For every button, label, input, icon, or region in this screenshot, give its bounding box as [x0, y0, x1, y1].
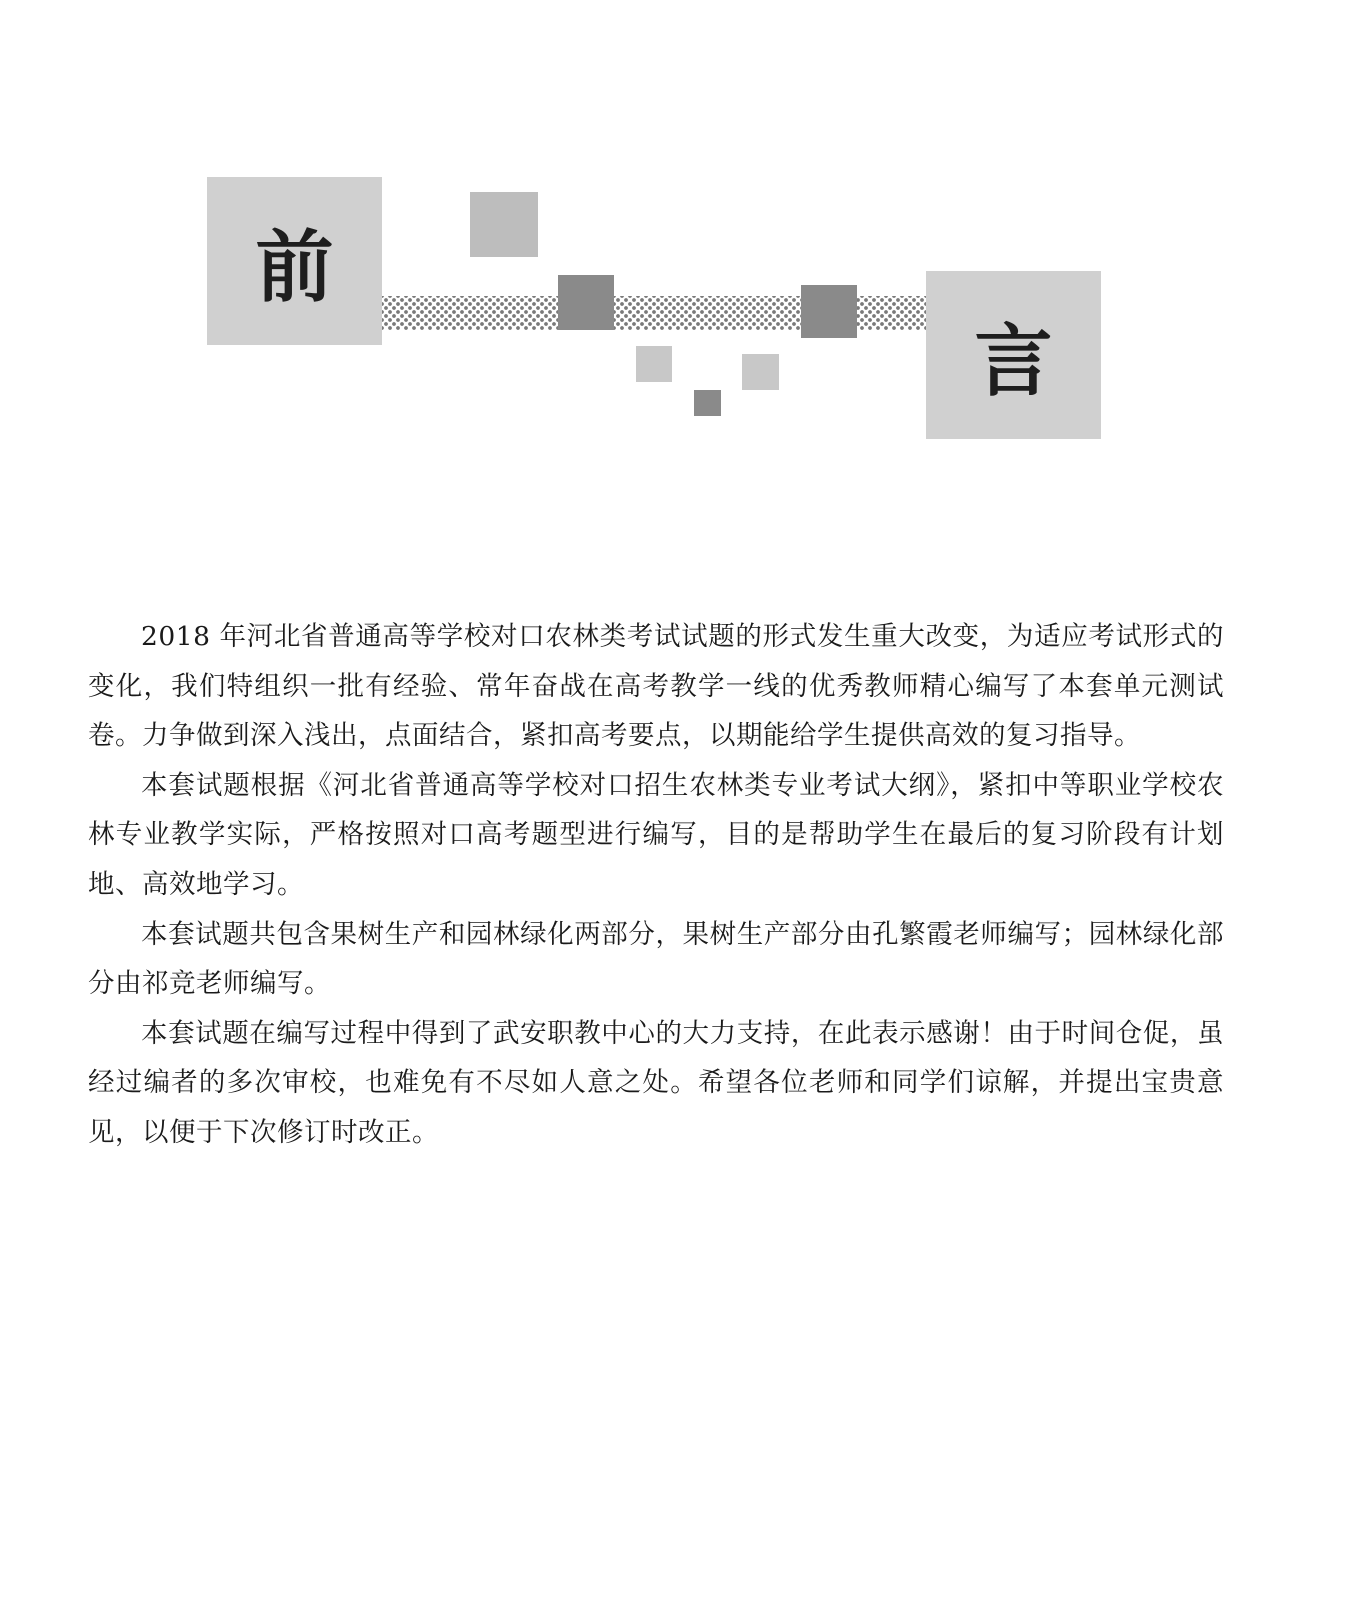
- heading-char-yan: 言: [926, 271, 1101, 439]
- paragraph: 本套试题共包含果树生产和园林绿化两部分，果树生产部分由孔繁霞老师编写；园林绿化部分由祁竞老师编写。: [88, 918, 1224, 1000]
- decorative-square: [742, 354, 779, 390]
- paragraph: 本套试题在编写过程中得到了武安职教中心的大力支持，在此表示感谢！由于时间仓促，虽经过编者的多次审校，也难免有不尽如人意之处。希望各位老师和同学们谅解，并提出宝贵意见，以便于下次修订时改正。: [88, 1017, 1224, 1148]
- preface-heading-decoration: [0, 0, 1369, 460]
- paragraph: 2018 年河北省普通高等学校对口农林类考试试题的形式发生重大改变，为适应考试形式的变化，我们特组织一批有经验、常年奋战在高考教学一线的优秀教师精心编写了本套单元测试卷。力争做到深入浅出，点面结合，紧扣高考要点，以期能给学生提供高效的复习指导。: [88, 621, 1224, 752]
- decorative-square: [801, 285, 857, 338]
- preface-body: [88, 612, 1224, 1158]
- decorative-square: [694, 390, 721, 416]
- decorative-square: [558, 275, 614, 330]
- decorative-square: [636, 346, 672, 382]
- heading-char-qian: 前: [207, 177, 382, 345]
- paragraph: 本套试题根据《河北省普通高等学校对口招生农林类专业考试大纲》，紧扣中等职业学校农林专业教学实际，严格按照对口高考题型进行编写，目的是帮助学生在最后的复习阶段有计划地、高效地学习。: [88, 769, 1224, 900]
- decorative-square: [470, 192, 538, 257]
